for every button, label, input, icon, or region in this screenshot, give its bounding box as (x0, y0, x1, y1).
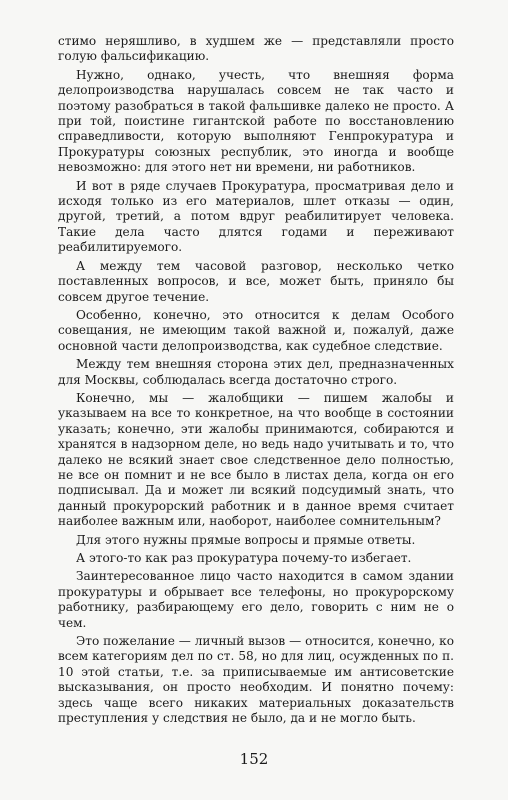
paragraph: Заинтересованное лицо часто находится в самом здании прокуратуры и обрывает все телефоны, но прокурорскому работнику, разбирающему его дело, говорить с ним не о чем. (58, 569, 454, 630)
paragraph: Конечно, мы — жалобщики — пишем жалобы и указываем на все то конкретное, на что вообще в состоянии указать; конечно, эти жалобы принимаются, собираются и хранятся в надзорном деле, но ведь надо учитывать и то, что далеко не всякий знает свое следственное дело полностью, не все он помнит и не все было в листах дела, когда он его подписывал. Да и может ли всякий подсудимый знать, что данный прокурорский работник и в данное время считает наиболее важным или, наоборот, наиболее сомнительным? (58, 390, 454, 529)
paragraph-continued: стимо неряшливо, в худшем же — представляли просто голую фальсификацию. (58, 34, 454, 64)
paragraph: Для этого нужны прямые вопросы и прямые ответы. (76, 532, 416, 547)
text-body (58, 34, 454, 729)
paragraph: Особенно, конечно, это относится к делам Особого совещания, не имеющим такой важной и, пожалуй, даже основной части делопроизводства, как судебное следствие. (58, 307, 454, 353)
paragraph: А между тем часовой разговор, несколько четко поставленных вопросов, и все, может быть, приняло бы совсем другое течение. (58, 258, 454, 304)
paragraph: И вот в ряде случаев Прокуратура, просматривая дело и исходя только из его материалов, шлет отказы — один, другой, третий, а потом вдруг реабилитирует человека. Такие дела часто длятся годами и переживают реабилитируемого. (58, 178, 454, 255)
paragraph: Это пожелание — личный вызов — относится, конечно, ко всем категориям дел по ст. 58, но для лиц, осужденных по п. 10 этой статьи, т.е. за приписываемые им антисоветские высказывания, он просто необходим. И понятно почему: здесь чаще всего никаких материальных доказательств преступления у следствия не было, да и не могло быть. (58, 634, 454, 726)
page-number: 152 (239, 750, 269, 768)
paragraph: Нужно, однако, учесть, что внешняя форма делопроизводства нарушалась совсем не так часто и поэтому разобраться в такой фальшивке далеко не просто. А при той, поистине гигантской работе по восстановлению справедливости, которую выполняют Генпрокуратура и Прокуратуры союзных республик, это иногда и вообще невозможно: для этого нет ни времени, ни работников. (58, 67, 454, 175)
paragraph: Между тем внешняя сторона этих дел, предназначенных для Москвы, соблюдалась всегда достаточно строго. (58, 357, 454, 387)
paragraph: А этого-то как раз прокуратура почему-то избегает. (76, 551, 412, 565)
